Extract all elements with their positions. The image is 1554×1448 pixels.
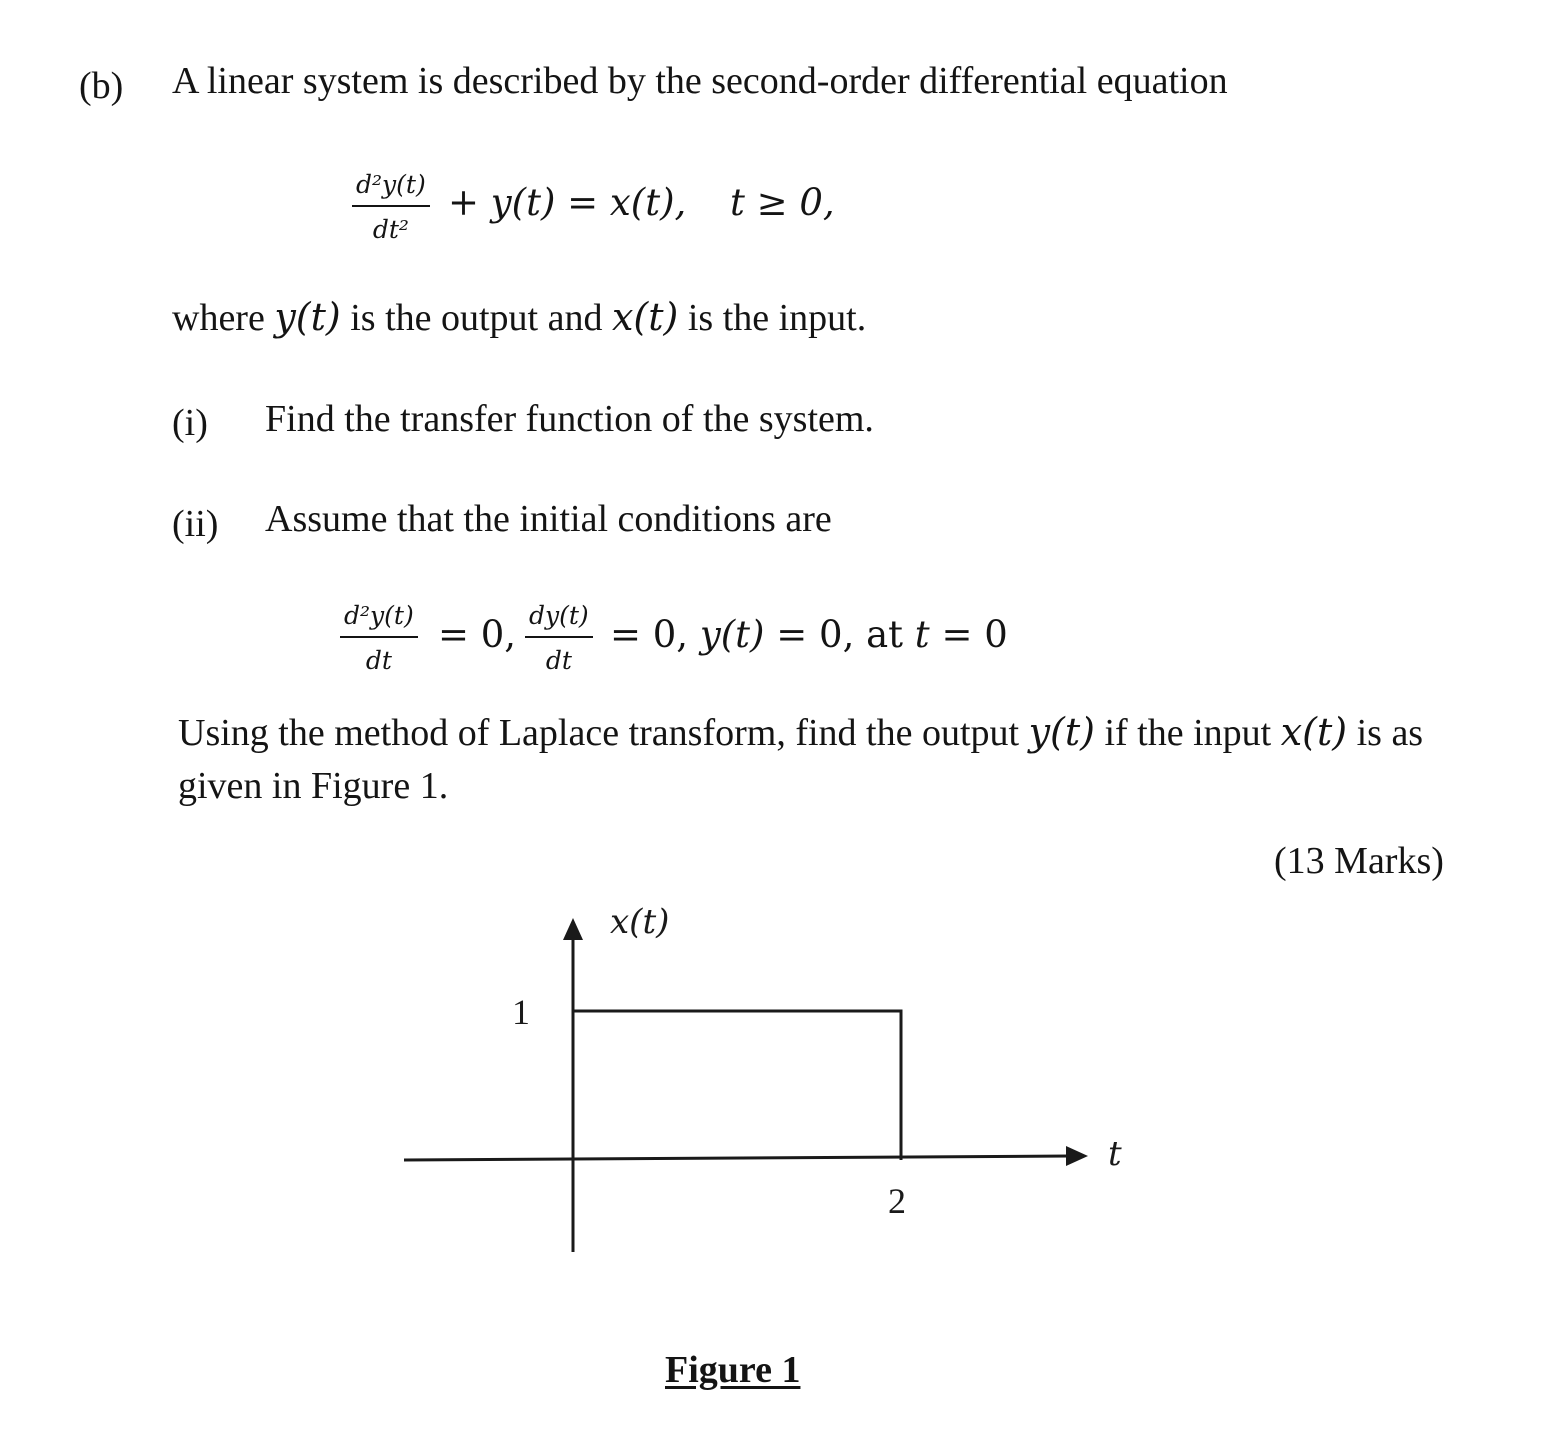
where-word: where — [172, 297, 265, 339]
laplace-text-2: if the input — [1104, 712, 1272, 754]
sub-question-ii-text: Assume that the initial conditions are — [265, 498, 832, 540]
figure-caption: Figure 1 — [665, 1349, 801, 1391]
y-axis-arrowhead — [563, 918, 583, 940]
laplace-instruction-line2: given in Figure 1. — [178, 765, 449, 807]
where-output-text: is the output and — [350, 297, 603, 339]
ic-eq2-c: = 0, at — [776, 613, 904, 656]
laplace-input-symbol: x(t) — [1280, 710, 1348, 754]
equation-fraction-numerator: d²y(t) — [356, 170, 426, 199]
equation-fraction-denominator: dt² — [372, 215, 409, 244]
sub-question-ii-label: (ii) — [172, 503, 219, 545]
equation-condition-text: t ≥ 0, — [730, 181, 835, 224]
part-label: (b) — [79, 65, 124, 107]
pulse-signal — [573, 1011, 901, 1160]
ic-eq2-y: y(t) — [699, 613, 765, 656]
x-tick-label: 2 — [888, 1181, 906, 1221]
sub-question-i-text: Find the transfer function of the system. — [265, 398, 874, 440]
equation-rhs-text: + y(t) = x(t), — [448, 181, 687, 224]
ic-first-derivative-numerator: dy(t) — [529, 601, 589, 630]
marks: (13 Marks) — [1274, 840, 1444, 882]
laplace-text-3: is as — [1356, 712, 1424, 754]
laplace-text-1: Using the method of Laplace transform, find the output — [178, 712, 1020, 754]
ic-first-derivative-denominator: dt — [545, 646, 572, 675]
where-input-text: is the input. — [687, 297, 867, 339]
where-input-symbol: x(t) — [612, 295, 679, 339]
ic-eq1: = 0, — [438, 613, 517, 656]
x-axis-arrowhead — [1066, 1146, 1088, 1166]
x-axis-label: t — [1108, 1134, 1122, 1174]
laplace-output-symbol: y(t) — [1028, 710, 1095, 754]
where-output-symbol: y(t) — [274, 295, 341, 339]
y-axis-label: x(t) — [610, 902, 670, 942]
question-intro: A linear system is described by the second-order differential equation — [172, 60, 1228, 102]
ic-second-derivative-numerator: d²y(t) — [344, 601, 414, 630]
x-axis-line — [404, 1156, 1070, 1160]
ic-second-derivative-denominator: dt — [365, 646, 392, 675]
ic-eq2-t: t — [914, 613, 930, 656]
ic-eq2-a: = 0, — [610, 613, 689, 656]
y-tick-label: 1 — [512, 992, 530, 1032]
ic-eq2-e: = 0 — [941, 613, 1008, 656]
sub-question-i-label: (i) — [172, 402, 208, 444]
